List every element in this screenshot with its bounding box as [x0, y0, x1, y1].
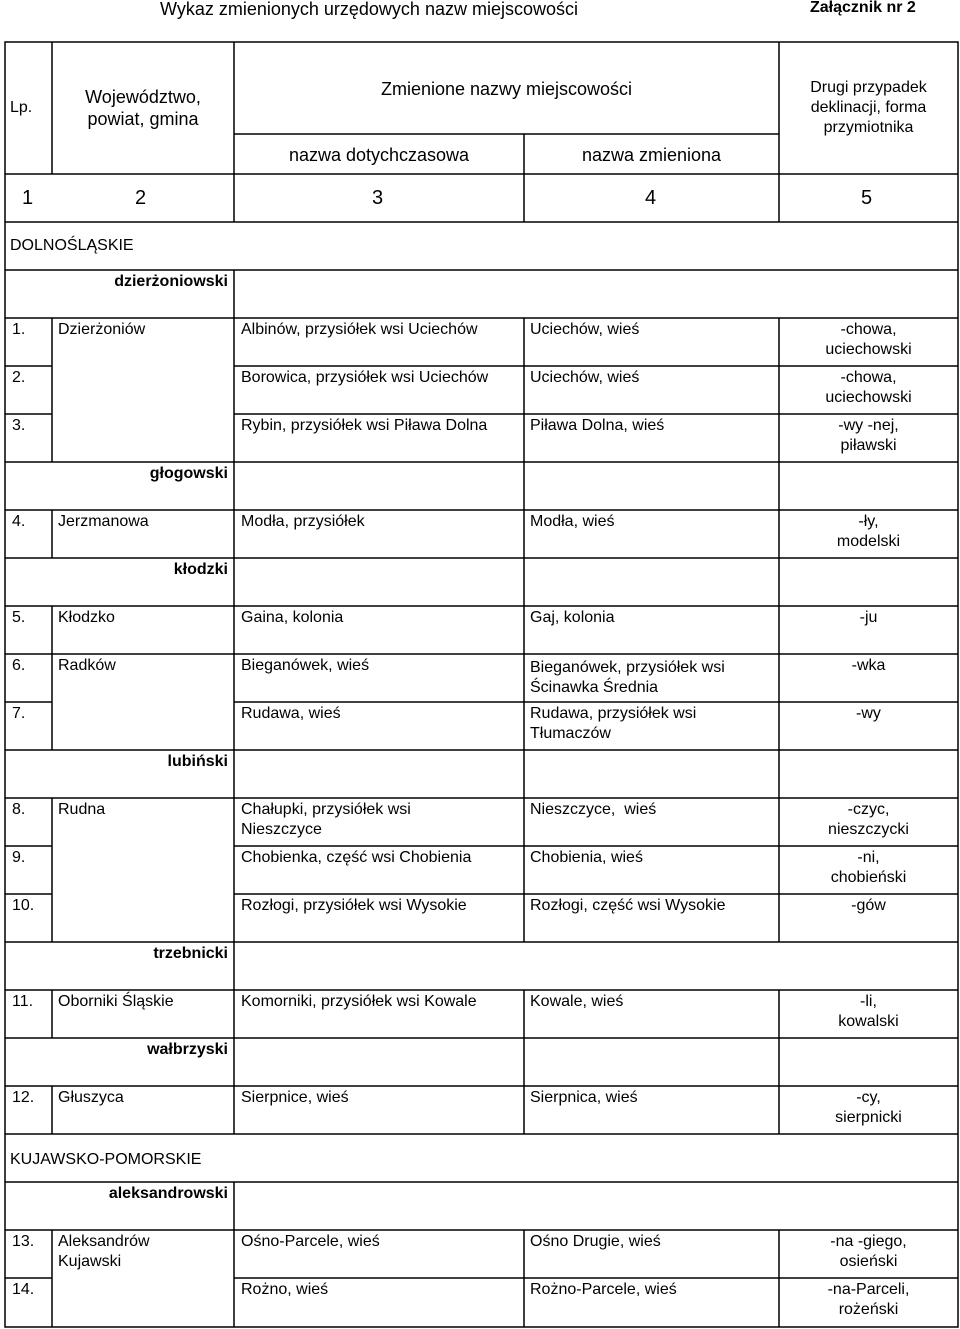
row-12-lp: 12. — [12, 1089, 35, 1106]
document-title: Wykaz zmienionych urzędowych nazw miejscowości — [160, 0, 578, 19]
row-4-new-name: Modła, wieś — [530, 513, 615, 530]
county-dzierzoniowski: dzierżoniowski — [114, 273, 228, 290]
header-lp: Lp. — [10, 99, 33, 116]
row-3-new-name: Piława Dolna, wieś — [530, 417, 665, 434]
row-1-case: -chowa, — [840, 321, 897, 338]
row-8-case: -czyc, — [847, 801, 890, 818]
row-11-old-name: Komorniki, przysiółek wsi Kowale — [241, 993, 477, 1010]
row-2-case: -chowa, — [840, 369, 897, 386]
row-8-gmina: Rudna — [58, 801, 106, 818]
column-number-2: 2 — [135, 187, 147, 209]
voivodeship-dolnoslaskie: DOLNOŚLĄSKIE — [10, 237, 134, 254]
header-woj-line2: powiat, gmina — [87, 109, 199, 129]
row-3-adjective: piławski — [840, 437, 897, 454]
row-5-old-name: Gaina, kolonia — [241, 609, 344, 626]
row-6-old-name: Bieganówek, wieś — [241, 657, 370, 674]
row-13-gmina-line1: Aleksandrów — [58, 1233, 150, 1250]
row-11-adjective: kowalski — [838, 1013, 899, 1030]
row-1-old-name: Albinów, przysiółek wsi Uciechów — [241, 321, 478, 338]
row-14-case: -na-Parceli, — [827, 1281, 910, 1298]
county-walbrzyski: wałbrzyski — [147, 1041, 228, 1058]
row-14-old-name: Rożno, wieś — [241, 1281, 329, 1298]
row-7-new-name-line1: Rudawa, przysiółek wsi — [530, 705, 697, 722]
row-2-adjective: uciechowski — [825, 389, 912, 406]
row-12-new-name: Sierpnica, wieś — [530, 1089, 638, 1106]
row-11-new-name: Kowale, wieś — [530, 993, 624, 1010]
row-11-case: -li, — [860, 993, 877, 1010]
row-7-new-name-line2: Tłumaczów — [530, 725, 611, 742]
row-10-new-name: Rozłogi, część wsi Wysokie — [530, 897, 726, 914]
county-glogowski: głogowski — [149, 465, 228, 482]
row-8-lp: 8. — [12, 801, 26, 818]
row-6-case: -wka — [851, 657, 886, 674]
row-12-old-name: Sierpnice, wieś — [241, 1089, 349, 1106]
row-8-new-name: Nieszczyce, wieś — [530, 801, 657, 818]
row-4-case: -ły, — [858, 513, 879, 530]
header-case-line2: deklinacji, forma — [810, 99, 927, 116]
row-4-old-name: Modła, przysiółek — [241, 513, 365, 530]
row-11-gmina: Oborniki Śląskie — [58, 993, 174, 1010]
row-5-new-name: Gaj, kolonia — [530, 609, 615, 626]
row-2-lp: 2. — [12, 369, 26, 386]
annex-label: Załącznik nr 2 — [810, 0, 916, 16]
row-9-new-name: Chobienia, wieś — [530, 849, 643, 866]
column-number-4: 4 — [645, 187, 657, 209]
column-number-1: 1 — [22, 187, 34, 209]
row-2-new-name: Uciechów, wieś — [530, 369, 640, 386]
header-case-line1: Drugi przypadek — [810, 79, 927, 96]
row-4-lp: 4. — [12, 513, 26, 530]
header-changed-names: Zmienione nazwy miejscowości — [380, 79, 633, 99]
county-lubinski: lubiński — [167, 753, 228, 770]
column-number-5: 5 — [861, 187, 873, 209]
row-6-gmina: Radków — [58, 657, 116, 674]
row-3-lp: 3. — [12, 417, 26, 434]
row-4-gmina: Jerzmanowa — [58, 513, 149, 530]
row-10-old-name: Rozłogi, przysiółek wsi Wysokie — [241, 897, 467, 914]
row-10-case: -gów — [851, 897, 886, 914]
row-13-lp: 13. — [12, 1233, 35, 1250]
row-11-lp: 11. — [12, 993, 34, 1010]
header-new-name: nazwa zmieniona — [581, 145, 722, 165]
county-klodzki: kłodzki — [173, 561, 228, 578]
county-aleksandrowski: aleksandrowski — [108, 1185, 228, 1202]
row-10-lp: 10. — [12, 897, 35, 914]
row-8-old-name-line1: Chałupki, przysiółek wsi — [241, 801, 411, 818]
row-9-old-name: Chobienka, część wsi Chobienia — [241, 849, 472, 866]
row-1-gmina: Dzierżoniów — [58, 321, 146, 338]
row-13-old-name: Ośno-Parcele, wieś — [241, 1233, 380, 1250]
row-1-lp: 1. — [12, 321, 26, 338]
row-14-adjective: rożeński — [838, 1301, 899, 1318]
row-3-old-name: Rybin, przysiółek wsi Piława Dolna — [241, 417, 488, 434]
row-13-case: -na -giego, — [830, 1233, 907, 1250]
row-14-new-name: Rożno-Parcele, wieś — [530, 1281, 677, 1298]
row-6-new-name-line1: Bieganówek, przysiółek wsi — [530, 659, 725, 676]
row-12-case: -cy, — [856, 1089, 881, 1106]
row-5-case: -ju — [859, 609, 878, 626]
row-7-lp: 7. — [12, 705, 26, 722]
row-6-new-name-line2: Ścinawka Średnia — [530, 679, 659, 696]
row-5-lp: 5. — [12, 609, 26, 626]
row-9-lp: 9. — [12, 849, 26, 866]
header-old-name: nazwa dotychczasowa — [288, 145, 470, 165]
column-number-3: 3 — [372, 187, 384, 209]
row-6-lp: 6. — [12, 657, 26, 674]
row-8-old-name-line2: Nieszczyce — [241, 821, 322, 838]
county-trzebnicki: trzebnicki — [153, 945, 228, 962]
row-1-new-name: Uciechów, wieś — [530, 321, 640, 338]
row-5-gmina: Kłodzko — [58, 609, 115, 626]
row-1-adjective: uciechowski — [825, 341, 912, 358]
header-case-line3: przymiotnika — [823, 119, 914, 136]
row-8-adjective: nieszczycki — [828, 821, 909, 838]
row-9-adjective: chobieński — [830, 869, 907, 886]
row-13-gmina-line2: Kujawski — [58, 1253, 122, 1270]
row-12-adjective: sierpnicki — [835, 1109, 902, 1126]
row-9-case: -ni, — [857, 849, 880, 866]
row-3-case: -wy -nej, — [838, 417, 899, 434]
row-7-case: -wy — [856, 705, 881, 722]
row-4-adjective: modelski — [836, 533, 901, 550]
row-12-gmina: Głuszyca — [58, 1089, 124, 1106]
row-13-new-name: Ośno Drugie, wieś — [530, 1233, 661, 1250]
row-2-old-name: Borowica, przysiółek wsi Uciechów — [241, 369, 489, 386]
row-14-lp: 14. — [12, 1281, 35, 1298]
row-13-adjective: osieński — [839, 1253, 898, 1270]
row-7-old-name: Rudawa, wieś — [241, 705, 341, 722]
voivodeship-kujawsko-pomorskie: KUJAWSKO-POMORSKIE — [10, 1151, 202, 1168]
header-woj-line1: Województwo, — [85, 87, 201, 107]
